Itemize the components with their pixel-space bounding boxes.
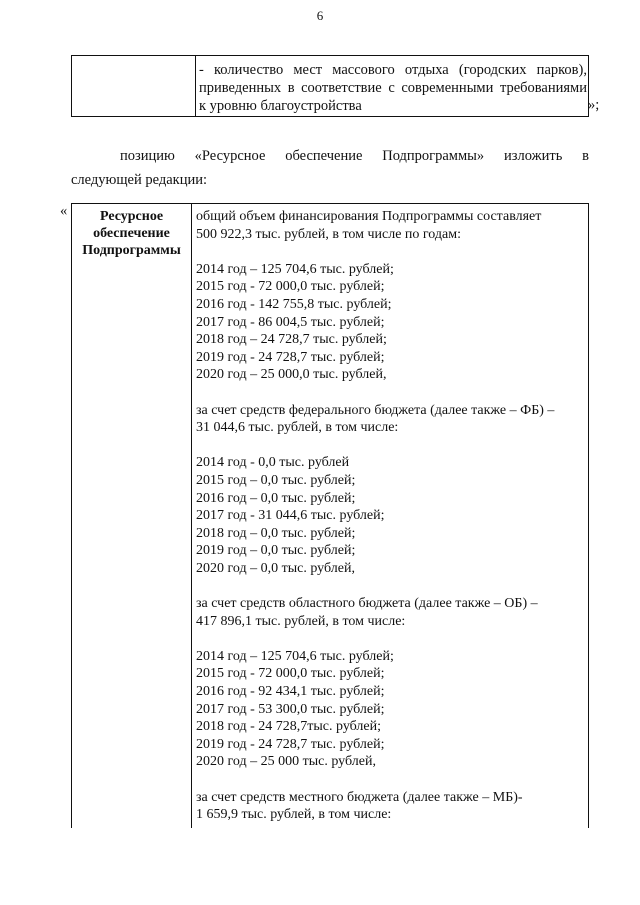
row-label-line: Ресурсное: [99, 209, 164, 224]
total-line: общий объем финансирования Подпрограммы составляет: [196, 209, 542, 224]
table-column-divider: [195, 56, 196, 116]
row-content: [196, 208, 584, 824]
federal-line: за счет средств федерального бюджета (далее также – ФБ) –: [196, 402, 555, 418]
year-line: 2019 год - 24 728,7 тыс. рублей;: [196, 349, 385, 365]
indicator-line: приведенных в соответствие с современными требованиями: [199, 80, 587, 96]
year-line: 2016 год – 0,0 тыс. рублей;: [196, 490, 356, 506]
year-line: 2019 год – 0,0 тыс. рублей;: [196, 543, 356, 559]
local-line: 1 659,9 тыс. рублей, в том числе:: [196, 807, 392, 823]
regional-line: 417 896,1 тыс. рублей, в том числе:: [196, 613, 406, 629]
local-line: за счет средств местного бюджета (далее также – МБ)-: [196, 789, 523, 805]
opening-quote: «: [60, 203, 68, 219]
year-line: 2015 год – 0,0 тыс. рублей;: [196, 472, 356, 488]
year-line: 2016 год - 142 755,8 тыс. рублей;: [196, 296, 392, 312]
regional-line: за счет средств областного бюджета (далее также – ОБ) –: [196, 596, 538, 612]
row-label: [72, 208, 191, 259]
table-column-divider: [191, 204, 192, 828]
year-line: 2016 год - 92 434,1 тыс. рублей;: [196, 684, 385, 700]
federal-line: 31 044,6 тыс. рублей, в том числе:: [196, 420, 399, 436]
year-line: 2014 год – 125 704,6 тыс. рублей;: [196, 261, 394, 277]
year-line: 2017 год - 31 044,6 тыс. рублей;: [196, 508, 385, 524]
page-number: 6: [316, 8, 324, 23]
indicator-line: к уровню благоустройства: [199, 98, 362, 114]
year-line: 2020 год – 0,0 тыс. рублей,: [196, 560, 355, 576]
resource-table: [71, 203, 589, 828]
indicator-text: [199, 61, 587, 115]
year-line: 2018 год – 24 728,7 тыс. рублей;: [196, 332, 387, 348]
year-line: 2015 год - 72 000,0 тыс. рублей;: [196, 666, 385, 682]
year-line: 2014 год – 125 704,6 тыс. рублей;: [196, 648, 394, 664]
paragraph-line: следующей редакции:: [71, 172, 208, 188]
year-line: 2018 год – 0,0 тыс. рублей;: [196, 525, 356, 541]
row-label-line: Подпрограммы: [82, 243, 181, 258]
year-line: 2018 год - 24 728,7тыс. рублей;: [196, 719, 382, 735]
year-line: 2017 год - 86 004,5 тыс. рублей;: [196, 314, 385, 330]
indicator-line: - количество мест массового отдыха (городских парков),: [199, 62, 587, 78]
top-table-fragment: [71, 55, 589, 117]
year-line: 2019 год - 24 728,7 тыс. рублей;: [196, 736, 385, 752]
year-line: 2014 год - 0,0 тыс. рублей: [196, 455, 350, 471]
year-line: 2020 год – 25 000 тыс. рублей,: [196, 754, 376, 770]
closing-quote: »;: [588, 97, 600, 113]
year-line: 2020 год – 25 000,0 тыс. рублей,: [196, 367, 387, 383]
year-line: 2017 год - 53 300,0 тыс. рублей;: [196, 701, 385, 717]
row-label-line: обеспечение: [93, 226, 170, 241]
year-line: 2015 год - 72 000,0 тыс. рублей;: [196, 279, 385, 295]
paragraph-line: позицию «Ресурсное обеспечение Подпрограммы» изложить в: [120, 148, 589, 164]
total-line: 500 922,3 тыс. рублей, в том числе по годам:: [196, 226, 461, 242]
